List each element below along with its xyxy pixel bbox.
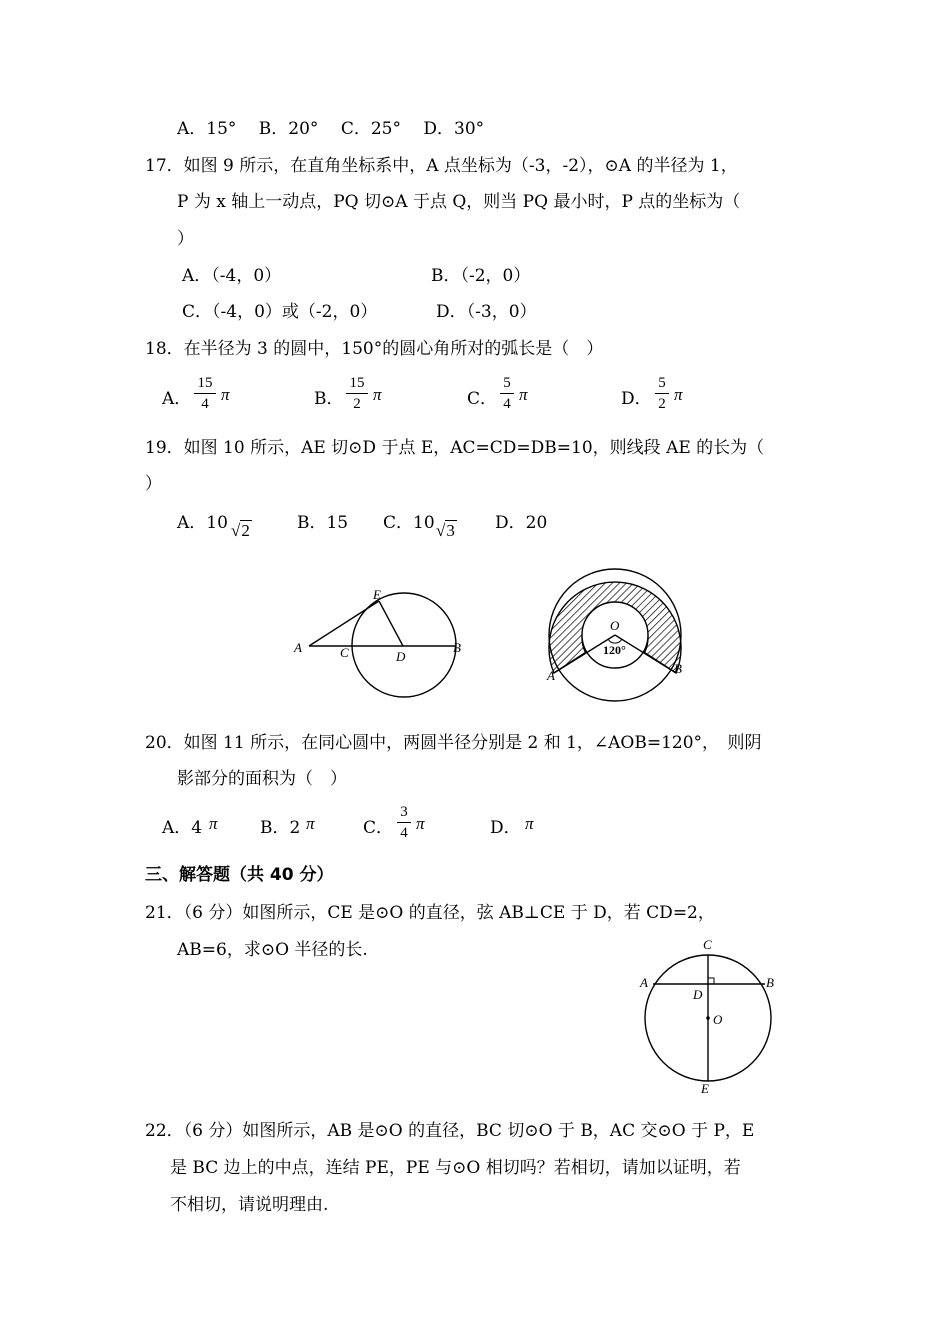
fig21-label-a: A	[640, 975, 648, 990]
q18-option-b-fraction	[346, 374, 368, 413]
q18-d-numerator: 5	[658, 375, 666, 391]
q19-option-d: D．20	[495, 513, 548, 533]
fig21-label-d: D	[693, 987, 703, 1002]
q18-option-a-label: A．	[162, 389, 192, 409]
q18-c-denominator: 4	[503, 396, 511, 412]
q20-option-b: B．2	[260, 818, 301, 838]
q16-options: A．15° B．20° C．25° D．30°	[177, 119, 485, 139]
q18-a-numerator: 15	[197, 375, 213, 391]
fig21-label-o: O	[713, 1012, 723, 1027]
q20-d-pi: π	[525, 814, 534, 833]
fig11-label-a: A	[547, 668, 555, 683]
q19-option-b: B．15	[297, 513, 349, 533]
fig21-center-dot	[706, 1016, 710, 1020]
section-3-title: 三、解答题（共 40 分）	[145, 865, 334, 885]
fig21-label-e: E	[701, 1081, 709, 1096]
q20-option-a: A．4	[162, 818, 203, 838]
q19-stem-line1: 19．如图 10 所示，AE 切⊙D 于点 E，AC=CD=DB=10，则线段 AE 的长为（	[145, 438, 765, 458]
fig10-radius-de	[379, 601, 403, 646]
q18-d-pi: π	[674, 385, 683, 404]
q18-b-denominator: 2	[353, 396, 361, 412]
figure-11	[540, 570, 700, 700]
q20-option-d: D．	[490, 818, 521, 838]
fig10-label-a: A	[294, 640, 302, 655]
q19-stem-line2: ）	[145, 474, 162, 494]
q17-option-d: D．（-3，0）	[436, 302, 537, 322]
figure-10	[290, 585, 470, 705]
q20-option-c: C．	[363, 818, 394, 838]
fig11-label-angle: 120°	[603, 643, 626, 657]
q18-stem: 18．在半径为 3 的圆中，150°的圆心角所对的弧长是（ ）	[145, 339, 604, 359]
q18-d-denominator: 2	[658, 396, 666, 412]
q18-option-d-label: D．	[621, 389, 652, 409]
q20-option-c-fraction	[397, 803, 411, 842]
fig10-label-d: D	[396, 649, 406, 664]
q17-option-c: C．（-4，0）或（-2，0）	[182, 302, 378, 322]
q17-stem-line3: ）	[177, 229, 194, 249]
q19-option-c-sqrt: √3	[436, 521, 455, 540]
q18-option-c-label: C．	[467, 389, 498, 409]
q18-option-b-label: B．	[314, 389, 344, 409]
q21-stem-line2: AB=6，求⊙O 半径的长.	[177, 940, 368, 960]
fig10-label-b: B	[453, 640, 461, 655]
q17-option-a: A．（-4，0）	[182, 266, 282, 286]
fig10-tangent-ae	[309, 601, 379, 646]
fig10-label-c: C	[340, 645, 349, 660]
q17-stem-line2: P 为 x 轴上一动点，PQ 切⊙A 于点 Q，则当 PQ 最小时，P 点的坐标为（	[177, 192, 741, 212]
q18-a-denominator: 4	[201, 396, 209, 412]
q18-b-pi: π	[373, 385, 382, 404]
q18-option-a-fraction	[194, 374, 216, 413]
q20-c-denominator: 4	[400, 825, 408, 841]
q20-stem-line2: 影部分的面积为（ ）	[177, 769, 347, 789]
q19-option-a: A．10	[177, 513, 228, 533]
q18-b-numerator: 15	[349, 375, 365, 391]
q20-c-pi: π	[416, 814, 425, 833]
fig21-label-b: B	[766, 975, 774, 990]
q17-stem-line1: 17．如图 9 所示，在直角坐标系中，A 点坐标为（-3，-2），⊙A 的半径为 1，	[145, 156, 738, 176]
q19-option-a-sqrt: √2	[231, 521, 250, 540]
fig10-label-e: E	[373, 587, 381, 602]
q22-stem-line1: 22．（6 分）如图所示，AB 是⊙O 的直径，BC 切⊙O 于 B，AC 交⊙O 于 P，E	[145, 1121, 755, 1141]
q20-c-numerator: 3	[400, 804, 408, 820]
q18-c-pi: π	[519, 385, 528, 404]
q17-option-b: B．（-2，0）	[431, 266, 531, 286]
q18-option-c-fraction	[500, 374, 514, 413]
q18-c-numerator: 5	[503, 375, 511, 391]
fig21-right-angle-mark	[708, 978, 714, 984]
q20-stem-line1: 20．如图 11 所示，在同心圆中，两圆半径分别是 2 和 1，∠AOB=120°， 则阴	[145, 733, 762, 753]
q22-stem-line2: 是 BC 边上的中点，连结 PE，PE 与⊙O 相切吗？若相切，请加以证明，若	[170, 1158, 741, 1178]
q18-option-d-fraction	[655, 374, 669, 413]
fig11-label-o: O	[610, 618, 620, 633]
q18-a-pi: π	[221, 385, 230, 404]
figure-q21	[635, 935, 785, 1095]
q21-stem-line1: 21．（6 分）如图所示，CE 是⊙O 的直径，弦 AB⊥CE 于 D，若 CD=2，	[145, 903, 715, 923]
fig21-label-c: C	[703, 937, 712, 952]
q20-a-pi: π	[209, 814, 218, 833]
q19-option-c: C．10	[383, 513, 435, 533]
q20-b-pi: π	[306, 814, 315, 833]
q22-stem-line3: 不相切，请说明理由.	[170, 1195, 329, 1215]
fig11-label-b: B	[674, 661, 682, 676]
